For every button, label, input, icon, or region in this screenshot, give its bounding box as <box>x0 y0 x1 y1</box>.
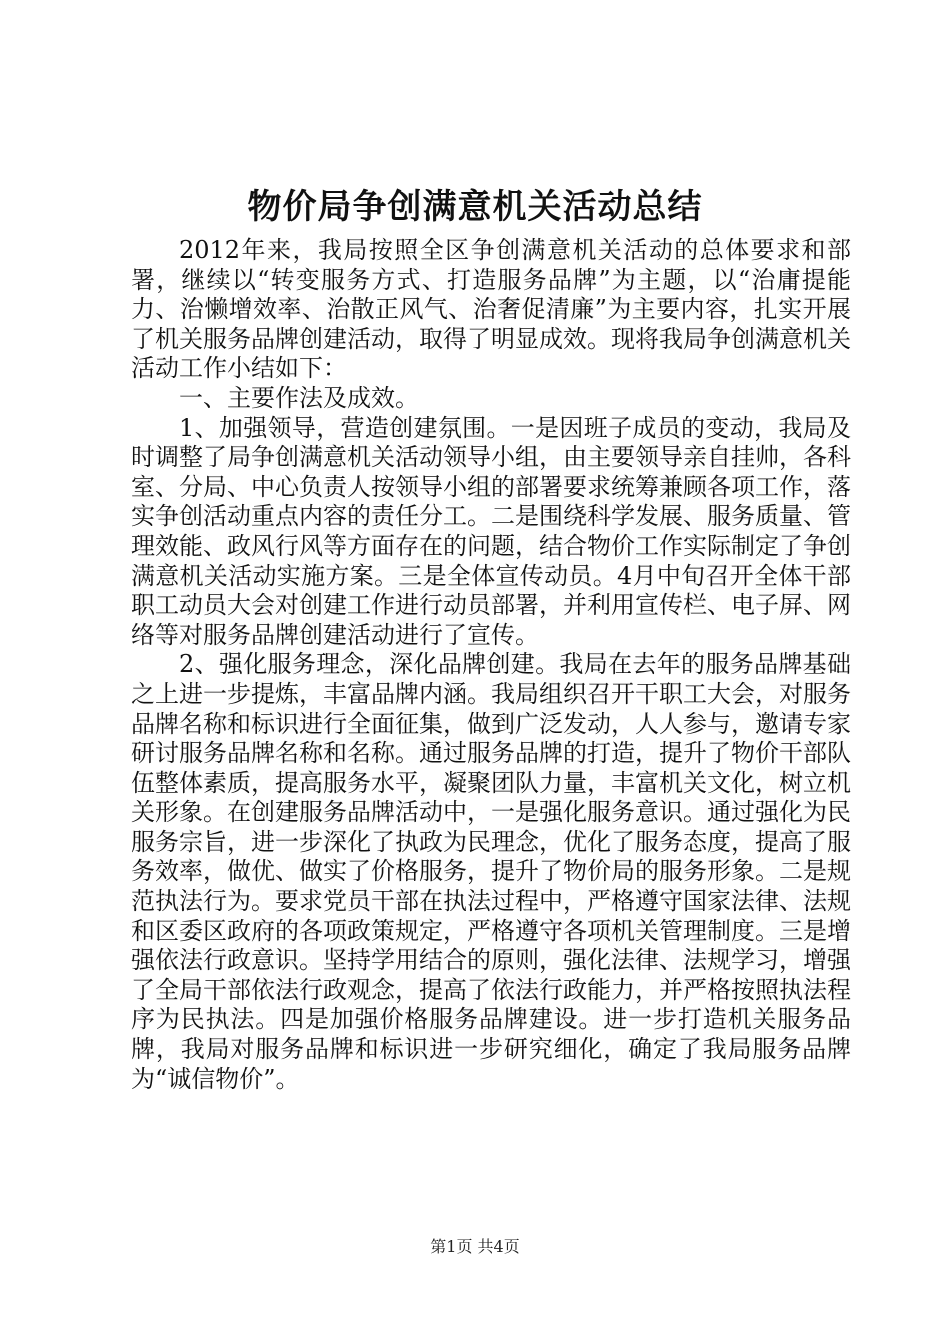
paragraph-service-brand: 2、强化服务理念，深化品牌创建。我局在去年的服务品牌基础之上进一步提炼，丰富品牌内涵。我局组织召开干职工大会，对服务品牌名称和标识进行全面征集，做到广泛发动，人人参与，邀请专家研讨服务品牌名称和名称。通过服务品牌的打造，提升了物价干部队伍整体素质，提高服务水平，凝聚团队力量，丰富机关文化，树立机关形象。在创建服务品牌活动中，一是强化服务意识。通过强化为民服务宗旨，进一步深化了执政为民理念，优化了服务态度，提高了服务效率，做优、做实了价格服务，提升了物价局的服务形象。二是规范执法行为。要求党员干部在执法过程中，严格遵守国家法律、法规和区委区政府的各项政策规定，严格遵守各项机关管理制度。三是增强依法行政意识。坚持学用结合的原则，强化法律、法规学习，增强了全局干部依法行政观念，提高了依法行政能力，并严格按照执法程序为民执法。四是加强价格服务品牌建设。进一步打造机关服务品牌，我局对服务品牌和标识进一步研究细化，确定了我局服务品牌为“诚信物价”。 <box>131 650 851 1093</box>
section-heading: 一、主要作法及成效。 <box>179 383 419 412</box>
paragraph-leadership: 1、加强领导，营造创建氛围。一是因班子成员的变动，我局及时调整了局争创满意机关活动领导小组，由主要领导亲自挂帅，各科室、分局、中心负责人按领导小组的部署要求统筹兼顾各项工作，落实争创活动重点内容的责任分工。二是围绕科学发展、服务质量、管理效能、政风行风等方面存在的问题，结合物价工作实际制定了争创满意机关活动实施方案。三是全体宣传动员。4月中旬召开全体干部职工动员大会对创建工作进行动员部署，并利用宣传栏、电子屏、网络等对服务品牌创建活动进行了宣传。 <box>131 413 851 649</box>
page-number-footer: 第1页 共4页 <box>430 1237 520 1256</box>
document-title: 物价局争创满意机关活动总结 <box>247 187 703 227</box>
paragraph-intro: 2012年来，我局按照全区争创满意机关活动的总体要求和部署，继续以“转变服务方式、打造服务品牌”为主题，以“治庸提能力、治懒增效率、治散正风气、治奢促清廉”为主要内容，扎实开展了机关服务品牌创建活动，取得了明显成效。现将我局争创满意机关活动工作小结如下： <box>131 236 851 383</box>
document-body <box>131 236 851 1094</box>
